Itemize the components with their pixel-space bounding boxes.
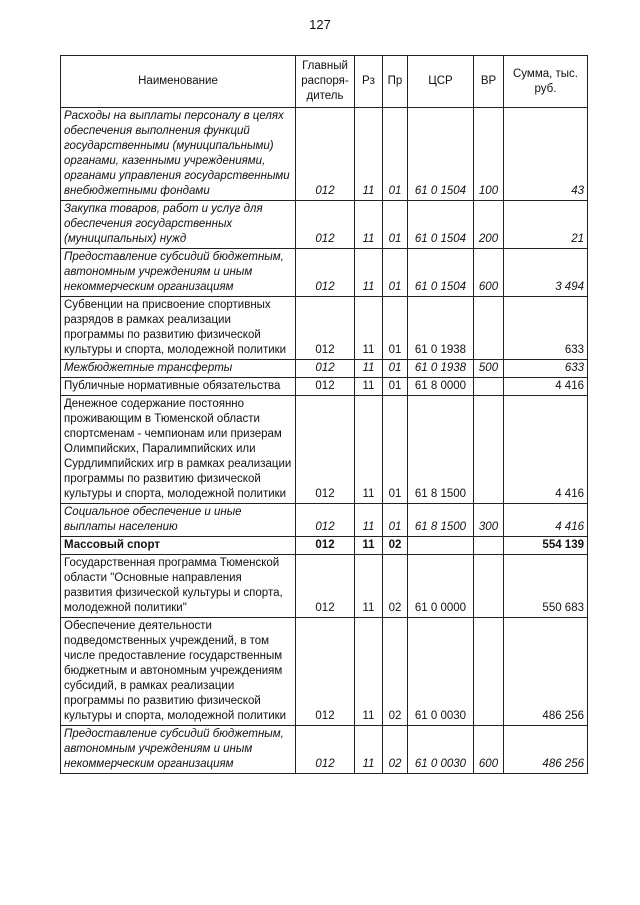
- row-pr: 01: [383, 297, 408, 360]
- row-pr: 02: [383, 537, 408, 555]
- row-rz: 11: [355, 249, 383, 297]
- row-sum: 554 139: [504, 537, 588, 555]
- row-rz: 11: [355, 504, 383, 537]
- row-name: Публичные нормативные обязательства: [61, 378, 296, 396]
- row-sum: 4 416: [504, 378, 588, 396]
- table-row: [61, 726, 588, 774]
- table-row: [61, 618, 588, 726]
- row-csr: 61 8 1500: [408, 396, 474, 504]
- table-header-row: [61, 56, 588, 108]
- row-vr: 100: [474, 108, 504, 201]
- budget-table: [60, 55, 588, 774]
- row-vr: [474, 297, 504, 360]
- row-csr: 61 0 1504: [408, 108, 474, 201]
- header-pr: Пр: [383, 56, 408, 108]
- row-csr: 61 0 1504: [408, 249, 474, 297]
- table-row: [61, 297, 588, 360]
- row-csr: 61 0 1938: [408, 297, 474, 360]
- row-sum: 4 416: [504, 504, 588, 537]
- table-row: [61, 378, 588, 396]
- row-rz: 11: [355, 297, 383, 360]
- row-pr: 01: [383, 360, 408, 378]
- row-name: Предоставление субсидий бюджетным, автономным учреждениям и иным некоммерческим организациям: [61, 249, 296, 297]
- row-sum: 486 256: [504, 726, 588, 774]
- row-main: 012: [296, 297, 355, 360]
- row-main: 012: [296, 360, 355, 378]
- row-csr: 61 0 1504: [408, 201, 474, 249]
- row-vr: 600: [474, 726, 504, 774]
- row-main: 012: [296, 537, 355, 555]
- row-sum: 3 494: [504, 249, 588, 297]
- row-rz: 11: [355, 201, 383, 249]
- row-name: Массовый спорт: [61, 537, 296, 555]
- table-row: [61, 537, 588, 555]
- header-sum: Сумма, тыс. руб.: [504, 56, 588, 108]
- row-sum: 43: [504, 108, 588, 201]
- table-row: [61, 201, 588, 249]
- row-main: 012: [296, 504, 355, 537]
- table-row: [61, 249, 588, 297]
- row-rz: 11: [355, 618, 383, 726]
- row-vr: [474, 555, 504, 618]
- row-vr: [474, 378, 504, 396]
- row-pr: 01: [383, 249, 408, 297]
- row-name: Социальное обеспечение и иные выплаты населению: [61, 504, 296, 537]
- row-pr: 01: [383, 378, 408, 396]
- row-rz: 11: [355, 555, 383, 618]
- row-name: Государственная программа Тюменской области "Основные направления развития физической культуры и спорта, молодежной политики": [61, 555, 296, 618]
- row-pr: 02: [383, 555, 408, 618]
- row-pr: 02: [383, 726, 408, 774]
- row-vr: [474, 618, 504, 726]
- row-vr: [474, 537, 504, 555]
- row-pr: 01: [383, 201, 408, 249]
- row-name: Субвенции на присвоение спортивных разрядов в рамках реализации программы по развитию физической культуры и спорта, молодежной политики: [61, 297, 296, 360]
- row-vr: 500: [474, 360, 504, 378]
- row-pr: 01: [383, 108, 408, 201]
- row-name: Обеспечение деятельности подведомственных учреждений, в том числе предоставление государственным бюджетным и автономным учреждениям субсидий, в рамках реализации программы по развитию физической культуры и спорта, молодежной политики: [61, 618, 296, 726]
- row-rz: 11: [355, 726, 383, 774]
- row-sum: 21: [504, 201, 588, 249]
- row-sum: 633: [504, 360, 588, 378]
- row-name: Предоставление субсидий бюджетным, автономным учреждениям и иным некоммерческим организациям: [61, 726, 296, 774]
- page-number: 127: [309, 17, 331, 32]
- table-row: [61, 555, 588, 618]
- row-main: 012: [296, 726, 355, 774]
- row-main: 012: [296, 618, 355, 726]
- row-name: Денежное содержание постоянно проживающим в Тюменской области спортсменам - чемпионам или призерам Олимпийских, Паралимпийских или Сурдлимпийских игр в рамках реализации программы по развитию физической культуры и спорта, молодежной политики: [61, 396, 296, 504]
- row-csr: 61 0 0000: [408, 555, 474, 618]
- header-csr: ЦСР: [408, 56, 474, 108]
- header-vr: ВР: [474, 56, 504, 108]
- row-csr: [408, 537, 474, 555]
- row-vr: 600: [474, 249, 504, 297]
- header-main-manager: Главный распоря-дитель: [296, 56, 355, 108]
- row-rz: 11: [355, 378, 383, 396]
- row-main: 012: [296, 108, 355, 201]
- table-row: [61, 504, 588, 537]
- row-main: 012: [296, 555, 355, 618]
- row-name: Межбюджетные трансферты: [61, 360, 296, 378]
- row-rz: 11: [355, 537, 383, 555]
- row-csr: 61 0 1938: [408, 360, 474, 378]
- row-rz: 11: [355, 396, 383, 504]
- table-row: [61, 396, 588, 504]
- row-rz: 11: [355, 108, 383, 201]
- row-sum: 4 416: [504, 396, 588, 504]
- row-sum: 550 683: [504, 555, 588, 618]
- row-main: 012: [296, 378, 355, 396]
- row-pr: 01: [383, 504, 408, 537]
- row-csr: 61 0 0030: [408, 726, 474, 774]
- row-csr: 61 8 0000: [408, 378, 474, 396]
- row-main: 012: [296, 249, 355, 297]
- row-rz: 11: [355, 360, 383, 378]
- row-main: 012: [296, 201, 355, 249]
- row-sum: 633: [504, 297, 588, 360]
- table-row: [61, 360, 588, 378]
- row-csr: 61 8 1500: [408, 504, 474, 537]
- row-vr: [474, 396, 504, 504]
- row-name: Расходы на выплаты персоналу в целях обеспечения выполнения функций государственными (муниципальными) органами, казенными учреждениями, органами управления государственными внебюджетными фондами: [61, 108, 296, 201]
- row-pr: 02: [383, 618, 408, 726]
- row-sum: 486 256: [504, 618, 588, 726]
- header-name: Наименование: [61, 56, 296, 108]
- header-rz: Рз: [355, 56, 383, 108]
- row-main: 012: [296, 396, 355, 504]
- row-vr: 200: [474, 201, 504, 249]
- row-name: Закупка товаров, работ и услуг для обеспечения государственных (муниципальных) нужд: [61, 201, 296, 249]
- row-pr: 01: [383, 396, 408, 504]
- row-vr: 300: [474, 504, 504, 537]
- row-csr: 61 0 0030: [408, 618, 474, 726]
- table-row: [61, 108, 588, 201]
